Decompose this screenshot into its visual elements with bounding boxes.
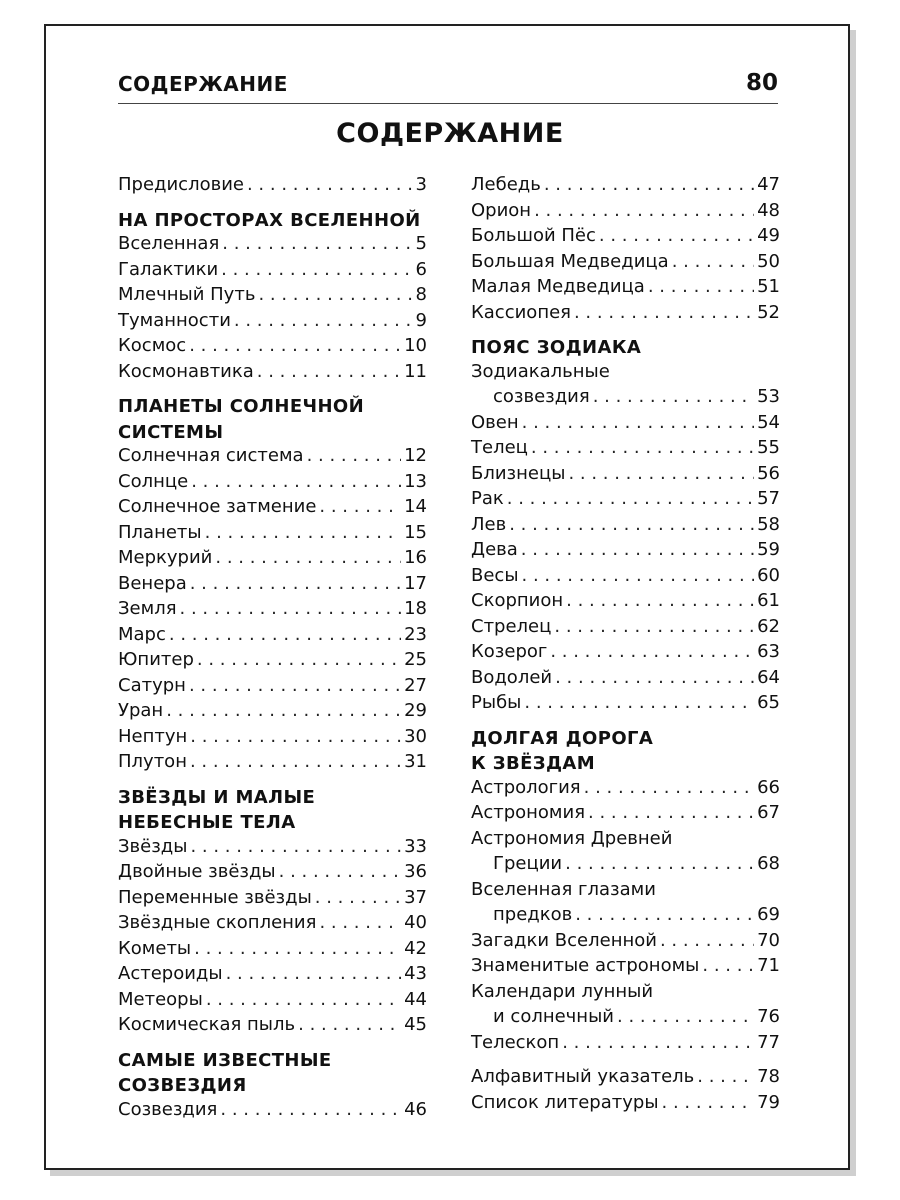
toc-entry-page: 68 [757, 853, 780, 874]
toc-entry-page: 63 [757, 641, 780, 662]
toc-entry-page: 5 [415, 233, 427, 254]
toc-entry-title: Метеоры [118, 988, 203, 1010]
leader-dots [197, 649, 401, 670]
section-heading: СОЗВЕЗДИЯ [118, 1075, 247, 1096]
toc-entry-title: Водолей [471, 666, 553, 688]
toc-entry-page: 65 [757, 692, 780, 713]
toc-entry[interactable] [471, 514, 780, 540]
toc-entry[interactable] [118, 989, 427, 1015]
toc-entry-title-line: Зодиакальные [471, 360, 610, 382]
toc-entry-title: Млечный Путь [118, 284, 256, 305]
leader-dots [319, 912, 401, 933]
section-heading: НЕБЕСНЫЕ ТЕЛА [118, 812, 296, 833]
toc-entry-page: 40 [404, 912, 427, 933]
toc-entry[interactable] [471, 1066, 780, 1092]
toc-entry-page: 18 [404, 598, 427, 619]
toc-entry-title: Лебедь [471, 174, 541, 195]
toc-entry-page: 44 [404, 988, 427, 1010]
section-heading: САМЫЕ ИЗВЕСТНЫЕ [118, 1049, 332, 1071]
leader-dots [574, 302, 754, 323]
toc-entry-title: Скорпион [471, 590, 564, 611]
toc-entry-page: 54 [757, 411, 780, 433]
leader-dots [298, 1014, 401, 1035]
toc-entry-page: 13 [404, 470, 427, 492]
toc-entry-title: Кометы [118, 937, 192, 959]
leader-dots [190, 726, 401, 747]
toc-entry[interactable] [118, 912, 427, 938]
leader-dots [507, 488, 754, 509]
toc-entry-title-continued: Греции [493, 853, 563, 874]
toc-entry-page: 8 [415, 284, 427, 305]
toc-entry[interactable] [118, 233, 427, 259]
toc-entry[interactable] [471, 641, 780, 667]
section-heading: ПОЯС ЗОДИАКА [471, 337, 642, 358]
section-heading: НА ПРОСТОРАХ ВСЕЛЕННОЙ [118, 209, 421, 231]
leader-dots [588, 802, 754, 823]
leader-dots [279, 861, 401, 882]
toc-entry-page: 51 [757, 276, 780, 297]
toc-entry-title: Рыбы [471, 692, 522, 713]
toc-entry-title: Список литературы [471, 1091, 659, 1113]
toc-entry-page: 62 [757, 615, 780, 637]
toc-entry[interactable] [471, 488, 780, 514]
toc-entry-page: 70 [757, 929, 780, 951]
toc-entry[interactable] [118, 310, 427, 336]
leader-dots [554, 616, 754, 637]
toc-entry-title: Козерог [471, 641, 548, 662]
leader-dots [315, 887, 401, 908]
toc-entry[interactable] [471, 1006, 780, 1032]
toc-entry[interactable] [471, 539, 780, 565]
leader-dots [550, 641, 754, 662]
toc-left-column [118, 174, 427, 1124]
leader-dots [194, 938, 401, 959]
toc-entry-title: Телец [471, 437, 528, 458]
section-heading: К ЗВЁЗДАМ [471, 753, 596, 774]
leader-dots [307, 445, 402, 466]
toc-entry[interactable] [118, 938, 427, 964]
toc-entry-title: Туманности [118, 309, 231, 331]
toc-entry-title: Солнце [118, 470, 189, 492]
toc-entry-page: 29 [404, 700, 427, 721]
leader-dots [247, 174, 413, 195]
toc-entry-title: Знаменитые астрономы [471, 955, 700, 976]
section-heading: СИСТЕМЫ [118, 421, 224, 443]
toc-entry[interactable] [118, 284, 427, 310]
toc-entry-page: 45 [404, 1014, 427, 1035]
toc-entry-title-line: Вселенная глазами [471, 878, 656, 900]
toc-entry-page: 9 [415, 309, 427, 331]
leader-dots [190, 573, 401, 594]
toc-entry[interactable] [118, 1099, 427, 1125]
toc-entry[interactable] [118, 861, 427, 887]
toc-entry-title: Земля [118, 598, 177, 619]
toc-entry-title: Космонавтика [118, 360, 254, 382]
toc-entry-page: 31 [404, 751, 427, 772]
toc-entry[interactable] [118, 573, 427, 599]
toc-entry[interactable] [471, 437, 780, 463]
toc-entry-page: 66 [757, 776, 780, 798]
toc-entry-page: 60 [757, 564, 780, 586]
toc-entry-title: Лев [471, 513, 507, 535]
leader-dots [521, 539, 754, 560]
section-heading: ПЛАНЕТЫ СОЛНЕЧНОЙ [118, 396, 365, 417]
toc-entry-title: Венера [118, 572, 187, 594]
leader-dots [565, 853, 754, 874]
toc-entry[interactable] [118, 471, 427, 497]
toc-entry-page: 6 [415, 258, 427, 280]
leader-dots [531, 437, 754, 458]
toc-entry-title: Телескоп [471, 1031, 560, 1053]
toc-entry-page: 79 [757, 1091, 780, 1113]
toc-entry[interactable] [118, 836, 427, 862]
page-number: 80 [745, 70, 778, 96]
leader-dots [319, 496, 401, 517]
leader-dots [522, 565, 755, 586]
leader-dots [524, 692, 754, 713]
toc-entry[interactable] [471, 1092, 780, 1118]
toc-entry-title: Кассиопея [471, 301, 571, 323]
toc-entry-title: Большой Пёс [471, 225, 596, 246]
toc-entry[interactable] [471, 777, 780, 803]
toc-entry-page: 53 [757, 386, 780, 407]
toc-entry-page: 33 [404, 835, 427, 857]
toc-entry-title-continued: созвездия [493, 386, 590, 407]
toc-entry-page: 69 [757, 904, 780, 925]
toc-entry-page: 46 [404, 1098, 427, 1120]
toc-entry[interactable] [118, 963, 427, 989]
toc-entry-page: 17 [404, 572, 427, 594]
toc-entry-title: Нептун [118, 725, 188, 747]
toc-entry-title: Близнецы [471, 462, 566, 484]
leader-dots [220, 1099, 401, 1120]
leader-dots [584, 777, 754, 798]
toc-entry[interactable] [471, 802, 780, 828]
toc-entry-title: Овен [471, 411, 519, 433]
section-heading: ЗВЁЗДЫ И МАЛЫЕ [118, 786, 316, 808]
running-header-title: СОДЕРЖАНИЕ [118, 72, 288, 96]
toc-entry-title: Меркурий [118, 547, 213, 568]
toc-entry-page: 76 [757, 1006, 780, 1027]
toc-entry-title: Большая Медведица [471, 250, 669, 272]
toc-entry[interactable] [471, 955, 780, 981]
toc-entry-page: 67 [757, 802, 780, 823]
toc-entry-page: 49 [757, 225, 780, 246]
toc-entry-title-continued: и солнечный [493, 1006, 614, 1027]
toc-entry[interactable] [471, 386, 780, 412]
toc-entry-page: 71 [757, 955, 780, 976]
toc-entry[interactable] [471, 174, 780, 200]
toc-entry-page: 3 [415, 174, 427, 195]
toc-entry-page: 48 [757, 199, 780, 221]
toc-entry-title: Космическая пыль [118, 1014, 296, 1035]
toc-entry-title: Дева [471, 539, 518, 560]
toc-entry-title: Рак [471, 488, 504, 509]
toc-entry-page: 61 [757, 590, 780, 611]
toc-entry[interactable] [118, 522, 427, 548]
toc-entry-title: Солнечная система [118, 445, 304, 466]
toc-entry[interactable] [118, 1014, 427, 1040]
toc-entry-page: 42 [404, 937, 427, 959]
page-title: СОДЕРЖАНИЕ [336, 118, 564, 149]
toc-entry-title: Космос [118, 335, 187, 356]
toc-entry-title: Звёздные скопления [118, 912, 317, 933]
toc-entry-title: Весы [471, 564, 519, 586]
leader-dots [562, 1032, 754, 1053]
toc-entry[interactable] [471, 930, 780, 956]
toc-entry-title-line: Астрономия Древней [471, 827, 673, 849]
toc-entry[interactable] [118, 726, 427, 752]
toc-entry-page: 56 [757, 462, 780, 484]
toc-entry-page: 64 [757, 666, 780, 688]
toc-entry-page: 52 [757, 301, 780, 323]
toc-entry[interactable] [118, 445, 427, 471]
toc-entry-page: 10 [404, 335, 427, 356]
toc-entry[interactable] [471, 276, 780, 302]
leader-dots [166, 700, 401, 721]
toc-entry-page: 59 [757, 539, 780, 560]
toc-entry-page: 14 [404, 496, 427, 517]
leader-dots [702, 955, 754, 976]
leader-dots [169, 624, 401, 645]
leader-dots [189, 335, 401, 356]
toc-entry[interactable] [118, 700, 427, 726]
toc-entry-page: 77 [757, 1031, 780, 1053]
leader-dots [191, 471, 401, 492]
toc-right-column [471, 174, 780, 1117]
toc-entry[interactable] [118, 259, 427, 285]
toc-entry[interactable] [471, 225, 780, 251]
leader-dots [617, 1006, 754, 1027]
leader-dots [648, 276, 754, 297]
toc-entry[interactable] [471, 463, 780, 489]
toc-entry-page: 37 [404, 886, 427, 908]
leader-dots [522, 412, 754, 433]
toc-entry[interactable] [118, 598, 427, 624]
leader-dots [205, 522, 401, 543]
leader-dots [226, 963, 402, 984]
toc-entry[interactable] [471, 590, 780, 616]
toc-entry-title: Предисловие [118, 174, 244, 195]
toc-entry-title: Стрелец [471, 615, 552, 637]
toc-entry-title: Звёзды [118, 835, 188, 857]
toc-entry[interactable] [471, 200, 780, 226]
leader-dots [662, 1092, 755, 1113]
toc-entry-page: 50 [757, 250, 780, 272]
spacer [471, 1057, 780, 1066]
toc-entry-title-line: Календари лунный [471, 980, 654, 1002]
leader-dots [568, 463, 754, 484]
toc-entry[interactable] [118, 174, 427, 200]
toc-entry-page: 12 [404, 445, 427, 466]
toc-entry-title: Плутон [118, 751, 187, 772]
toc-entry-page: 58 [757, 513, 780, 535]
toc-entry[interactable] [471, 904, 780, 930]
leader-dots [566, 590, 754, 611]
toc-entry-page: 57 [757, 488, 780, 509]
leader-dots [190, 836, 401, 857]
leader-dots [544, 174, 754, 195]
toc-entry[interactable] [118, 624, 427, 650]
toc-entry-page: 47 [757, 174, 780, 195]
toc-entry[interactable] [471, 853, 780, 879]
leader-dots [593, 386, 754, 407]
toc-entry-title: Марс [118, 623, 166, 645]
toc-entry-title-continued: предков [493, 904, 573, 925]
toc-entry-title: Сатурн [118, 674, 186, 696]
toc-entry-title: Двойные звёзды [118, 861, 276, 882]
toc-entry[interactable] [471, 692, 780, 718]
leader-dots [555, 667, 754, 688]
toc-entry-title: Орион [471, 199, 532, 221]
toc-entry[interactable] [471, 251, 780, 277]
toc-entry-title: Созвездия [118, 1098, 218, 1120]
toc-entry-title: Малая Медведица [471, 276, 645, 297]
toc-entry[interactable] [118, 887, 427, 913]
leader-dots [534, 200, 754, 221]
toc-entry-page: 55 [757, 437, 780, 458]
toc-entry-title: Загадки Вселенной [471, 929, 657, 951]
leader-dots [189, 675, 401, 696]
toc-entry[interactable] [118, 649, 427, 675]
toc-entry-page: 27 [404, 674, 427, 696]
toc-entry[interactable] [118, 335, 427, 361]
toc-entry-title: Астрономия [471, 802, 586, 823]
leader-dots [599, 225, 754, 246]
toc-entry[interactable] [471, 616, 780, 642]
leader-dots [660, 930, 754, 951]
toc-entry[interactable] [471, 565, 780, 591]
leader-dots [258, 284, 412, 305]
toc-entry[interactable] [118, 361, 427, 387]
toc-entry-title: Алфавитный указатель [471, 1066, 695, 1087]
leader-dots [234, 310, 413, 331]
leader-dots [222, 233, 412, 254]
header-rule [118, 103, 778, 104]
toc-entry-title: Астрология [471, 776, 581, 798]
leader-dots [221, 259, 412, 280]
leader-dots [206, 989, 401, 1010]
toc-entry-page: 36 [404, 861, 427, 882]
toc-entry[interactable] [471, 412, 780, 438]
toc-entry[interactable] [118, 547, 427, 573]
toc-entry-page: 16 [404, 547, 427, 568]
toc-entry-page: 11 [404, 360, 427, 382]
leader-dots [575, 904, 754, 925]
toc-entry-page: 30 [404, 725, 427, 747]
section-heading: ДОЛГАЯ ДОРОГА [471, 727, 654, 749]
toc-entry-title: Астероиды [118, 963, 223, 984]
toc-entry-page: 78 [757, 1066, 780, 1087]
toc-entry-title: Вселенная [118, 233, 220, 254]
leader-dots [672, 251, 754, 272]
toc-entry[interactable] [118, 675, 427, 701]
toc-entry-title: Галактики [118, 258, 219, 280]
leader-dots [190, 751, 401, 772]
toc-entry[interactable] [118, 496, 427, 522]
toc-entry-page: 43 [404, 963, 427, 984]
toc-entry-title: Планеты [118, 521, 202, 543]
leader-dots [180, 598, 402, 619]
toc-entry-page: 15 [404, 521, 427, 543]
toc-entry[interactable] [471, 1032, 780, 1058]
leader-dots [215, 547, 401, 568]
toc-entry-title: Уран [118, 700, 164, 721]
toc-entry[interactable] [471, 302, 780, 328]
toc-entry[interactable] [118, 751, 427, 777]
leader-dots [697, 1066, 754, 1087]
toc-entry-title: Юпитер [118, 649, 194, 670]
leader-dots [509, 514, 754, 535]
leader-dots [257, 361, 401, 382]
toc-entry[interactable] [471, 667, 780, 693]
toc-entry-page: 23 [404, 623, 427, 645]
toc-entry-page: 25 [404, 649, 427, 670]
toc-entry-title: Солнечное затмение [118, 496, 317, 517]
toc-entry-title: Переменные звёзды [118, 886, 312, 908]
